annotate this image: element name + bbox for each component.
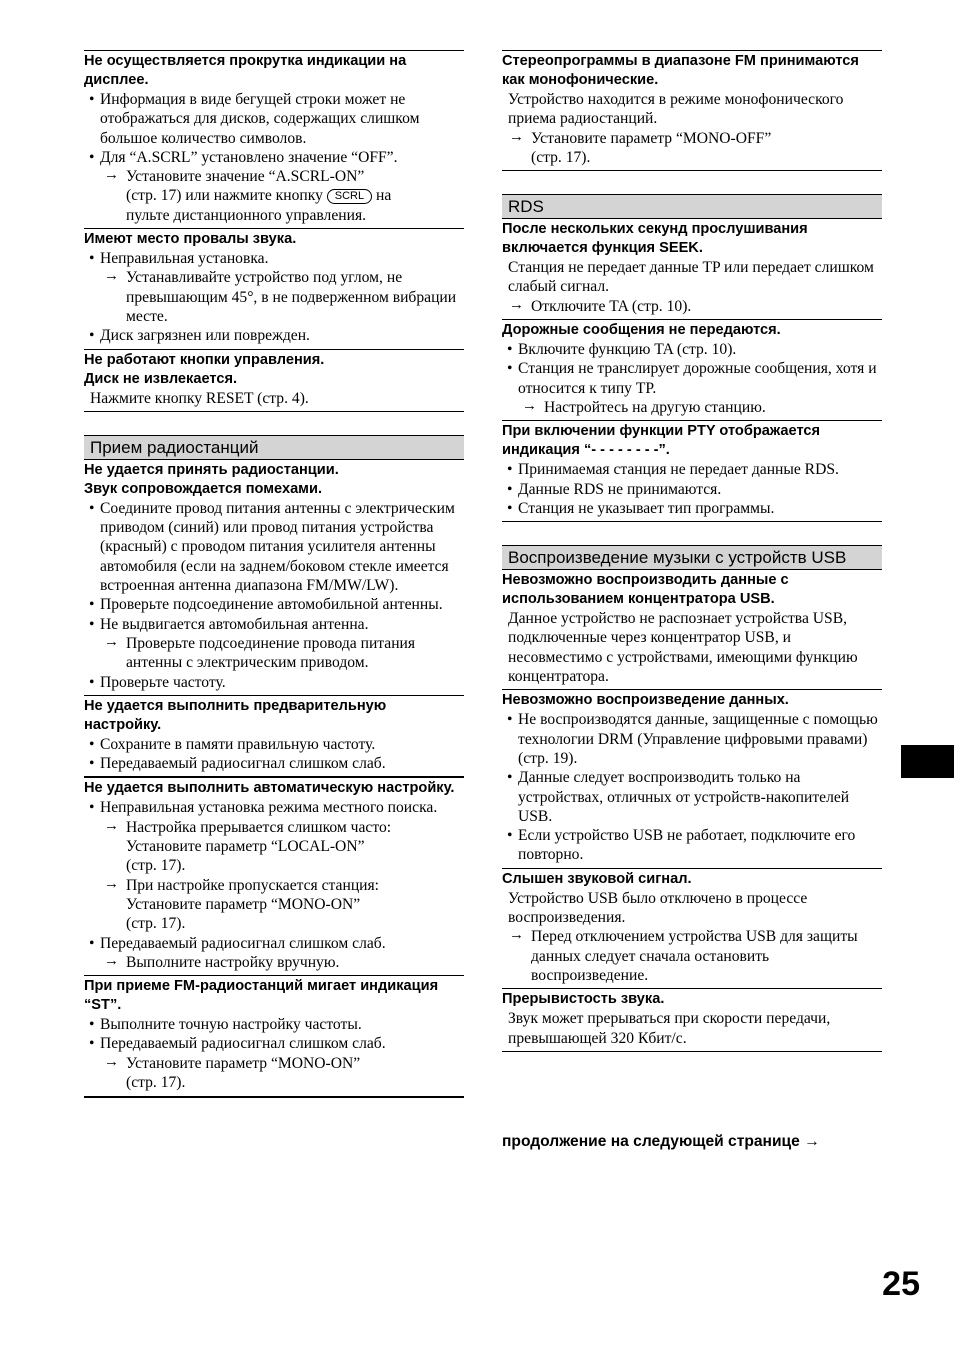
traffic-issue bbox=[502, 320, 882, 421]
st-action-line-1: Установите параметр “MONO-ON” bbox=[126, 1054, 361, 1072]
st-action-line-2: (стр. 17). bbox=[126, 1073, 186, 1091]
preset-bullet-1: • Сохраните в памяти правильную частоту. bbox=[84, 735, 464, 754]
beep-action-1: → Перед отключением устройства USB для защиты данных следует сначала остановить воспроизведение. bbox=[502, 927, 882, 985]
noreception-action-1: → Проверьте подсоединение провода питания антенны с электрическим приводом. bbox=[84, 634, 464, 673]
scroll-issue bbox=[84, 50, 464, 225]
mono-action-1 bbox=[502, 129, 882, 168]
autotune-action-3: → Выполните настройку вручную. bbox=[84, 953, 464, 972]
traffic-action-1: → Настройтесь на другую станцию. bbox=[502, 398, 882, 417]
continue-text: продолжение на следующей странице bbox=[502, 1133, 800, 1150]
preset-issue bbox=[84, 695, 464, 774]
mono-text: Устройство находится в режиме монофонического приема радиостанций. bbox=[508, 91, 844, 128]
section-rds-title: RDS bbox=[502, 194, 882, 219]
noreception-issue bbox=[84, 460, 464, 692]
noreception-bullet-3: • Не выдвигается автомобильная антенна. bbox=[84, 615, 464, 634]
dropouts-action-1: → Устанавливайте устройство под углом, не превышающим 45°, в не подверженном вибрации месте. bbox=[84, 268, 464, 326]
mono-action-line-1: Установите параметр “MONO-OFF” bbox=[531, 129, 772, 147]
seek-question: После нескольких секунд прослушивания включается функция SEEK. bbox=[502, 221, 808, 257]
buttons-text: Нажмите кнопку RESET (стр. 4). bbox=[90, 389, 309, 407]
mono-issue bbox=[502, 50, 882, 171]
pty-bullet-3: • Станция не указывает тип программы. bbox=[502, 499, 882, 518]
section-usb-title: Воспроизведение музыки с устройств USB bbox=[502, 545, 882, 570]
buttons-question-2: Диск не извлекается. bbox=[84, 370, 238, 387]
st-bullet-2: • Передаваемый радиосигнал слишком слаб. bbox=[84, 1034, 464, 1053]
scrl-button-icon: SCRL bbox=[327, 189, 372, 204]
scroll-question: Не осуществляется прокрутка индикации на дисплее. bbox=[84, 53, 407, 88]
st-question: При приеме FM-радиостанций мигает индикация “ST”. bbox=[84, 978, 439, 1014]
skip-question: Прерывистость звука. bbox=[502, 991, 665, 1008]
pty-issue bbox=[502, 421, 882, 522]
noreception-question-1: Не удается принять радиостанции. bbox=[84, 461, 339, 478]
noreception-question-2: Звук сопровождается помехами. bbox=[84, 480, 323, 497]
right-column bbox=[502, 50, 882, 1052]
dropouts-question: Имеют место провалы звука. bbox=[84, 231, 297, 248]
autotune-action-2-line-3: (стр. 17). bbox=[126, 915, 186, 933]
autotune-action-1-line-3: (стр. 17). bbox=[126, 857, 186, 875]
pty-question: При включении функции PTY отображается индикация “- - - - - - - -”. bbox=[502, 423, 821, 459]
scroll-action-text-4: пульте дистанционного управления. bbox=[126, 206, 367, 224]
scroll-bullet-2: • Для “A.SCRL” установлено значение “OFF”. bbox=[84, 148, 464, 167]
autotune-action-1-line-1: Настройка прерывается слишком часто: bbox=[126, 818, 392, 836]
traffic-question: Дорожные сообщения не передаются. bbox=[502, 322, 781, 339]
skip-issue bbox=[502, 989, 882, 1052]
mono-question: Стереопрограммы в диапазоне FM принимаются как монофонические. bbox=[502, 53, 859, 88]
autotune-issue bbox=[84, 776, 464, 972]
arrow-right-icon: → bbox=[804, 1133, 820, 1150]
mono-action-line-2: (стр. 17). bbox=[531, 148, 591, 166]
playback-bullet-3: • Если устройство USB не работает, подключите его повторно. bbox=[502, 826, 882, 865]
preset-question: Не удается выполнить предварительную настройку. bbox=[84, 697, 387, 733]
noreception-bullet-4: • Проверьте частоту. bbox=[84, 673, 464, 692]
autotune-action-1-line-2: Установите параметр “LOCAL-ON” bbox=[126, 838, 365, 856]
dropouts-bullet-1: • Неправильная установка. bbox=[84, 249, 464, 268]
st-issue bbox=[84, 975, 464, 1098]
pty-bullet-2: • Данные RDS не принимаются. bbox=[502, 480, 882, 499]
scroll-bullet-1: • Информация в виде бегущей строки может не отображаться для дисков, содержащих слишком большое количество символов. bbox=[84, 90, 464, 148]
skip-text: Звук может прерываться при скорости передачи, превышающей 320 Кбит/с. bbox=[508, 1010, 831, 1047]
seek-issue bbox=[502, 219, 882, 320]
playback-issue bbox=[502, 690, 882, 868]
autotune-action-2-line-2: Установите параметр “MONO-ON” bbox=[126, 895, 361, 913]
section-radio-title: Прием радиостанций bbox=[84, 435, 464, 460]
dropouts-issue bbox=[84, 228, 464, 345]
beep-issue bbox=[502, 869, 882, 989]
autotune-bullet-2: • Передаваемый радиосигнал слишком слаб. bbox=[84, 934, 464, 953]
scroll-action-1 bbox=[84, 167, 464, 225]
scroll-action-text-3: на bbox=[376, 187, 392, 205]
traffic-bullet-2: • Станция не транслирует дорожные сообщения, хотя и относится к типу TP. bbox=[502, 359, 882, 398]
noreception-bullet-1: • Соедините провод питания антенны с электрическим приводом (синий) или провод питания устройства (красный) с проводом питания усилителя антенны автомобиля (если на заднем/боковом стекле имеется встроенная антенна диапазона FM/MW/LW). bbox=[84, 499, 464, 595]
hub-issue bbox=[502, 570, 882, 690]
page-number: 25 bbox=[882, 1265, 920, 1303]
autotune-bullet-1: • Неправильная установка режима местного поиска. bbox=[84, 798, 464, 817]
autotune-question: Не удается выполнить автоматическую настройку. bbox=[84, 780, 455, 797]
dropouts-bullet-2: • Диск загрязнен или поврежден. bbox=[84, 326, 464, 345]
autotune-action-1 bbox=[84, 818, 464, 876]
seek-text: Станция не передает данные TP или передает слишком слабый сигнал. bbox=[508, 259, 874, 296]
beep-text: Устройство USB было отключено в процессе воспроизведения. bbox=[508, 889, 808, 927]
seek-action-1: → Отключите TA (стр. 10). bbox=[502, 297, 882, 316]
st-bullet-1: • Выполните точную настройку частоты. bbox=[84, 1015, 464, 1034]
scroll-action-text-2: (стр. 17) или нажмите кнопку bbox=[126, 187, 323, 205]
preset-bullet-2: • Передаваемый радиосигнал слишком слаб. bbox=[84, 754, 464, 773]
playback-bullet-1: • Не воспроизводятся данные, защищенные с помощью технологии DRM (Управление цифровыми правами) (стр. 19). bbox=[502, 710, 882, 768]
autotune-action-2 bbox=[84, 876, 464, 934]
traffic-bullet-1: • Включите функцию TA (стр. 10). bbox=[502, 340, 882, 359]
section-tab-marker bbox=[901, 745, 954, 778]
autotune-action-2-line-1: При настройке пропускается станция: bbox=[126, 876, 380, 894]
hub-text: Данное устройство не распознает устройства USB, подключенные через концентратор USB, и несовместимо с устройствами, имеющими функцию концентратора. bbox=[508, 610, 858, 686]
beep-question: Слышен звуковой сигнал. bbox=[502, 870, 692, 887]
left-column bbox=[84, 50, 464, 1098]
playback-question: Невозможно воспроизведение данных. bbox=[502, 692, 789, 709]
scroll-action-text: Установите значение “A.SCRL-ON” bbox=[126, 168, 365, 186]
continue-note bbox=[502, 1132, 820, 1152]
pty-bullet-1: • Принимаемая станция не передает данные RDS. bbox=[502, 460, 882, 479]
st-action-1 bbox=[84, 1054, 464, 1093]
buttons-issue bbox=[84, 349, 464, 412]
buttons-question-1: Не работают кнопки управления. bbox=[84, 351, 325, 368]
playback-bullet-2: • Данные следует воспроизводить только на устройствах, отличных от устройств-накопителей USB. bbox=[502, 768, 882, 826]
noreception-bullet-2: • Проверьте подсоединение автомобильной антенны. bbox=[84, 595, 464, 614]
hub-question: Невозможно воспроизводить данные с использованием концентратора USB. bbox=[502, 572, 789, 608]
